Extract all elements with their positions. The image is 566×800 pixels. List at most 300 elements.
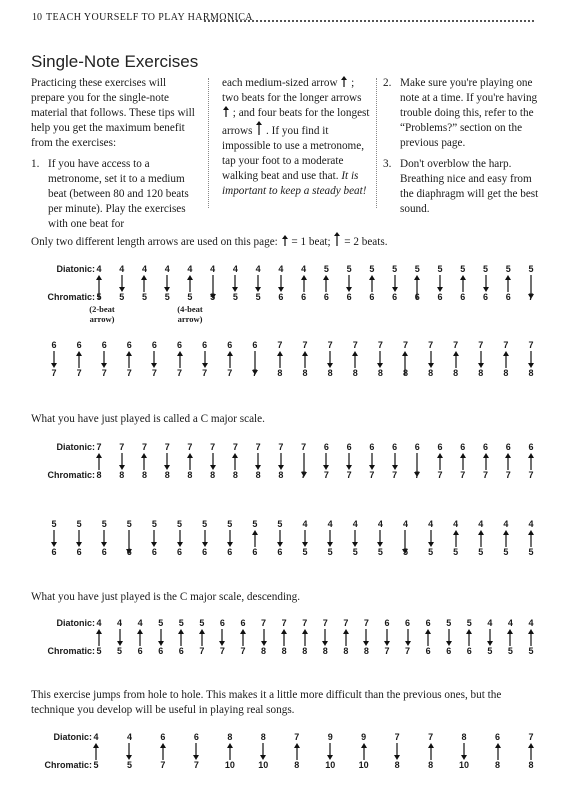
chromatic-hole: 8 bbox=[528, 368, 534, 378]
diatonic-hole: 7 bbox=[322, 618, 328, 628]
blow-one-beat-arrow-icon bbox=[140, 453, 148, 470]
diatonic-hole: 4 bbox=[137, 618, 143, 628]
diatonic-hole: 7 bbox=[428, 340, 434, 350]
chromatic-hole: 7 bbox=[528, 470, 534, 480]
chromatic-hole: 7 bbox=[505, 470, 511, 480]
diatonic-hole: 7 bbox=[232, 442, 238, 452]
draw-one-beat-arrow-icon bbox=[116, 629, 124, 646]
draw-one-beat-arrow-icon bbox=[260, 629, 268, 646]
chromatic-hole: 7 bbox=[252, 368, 258, 378]
diatonic-hole: 4 bbox=[141, 264, 147, 274]
draw-one-beat-arrow-icon bbox=[150, 351, 158, 368]
blow-one-beat-arrow-icon bbox=[92, 743, 100, 760]
diatonic-hole: 8 bbox=[227, 732, 233, 742]
chromatic-hole: 6 bbox=[101, 547, 107, 557]
two-beat-arrow-icon bbox=[255, 121, 263, 135]
diatonic-hole: 4 bbox=[119, 264, 125, 274]
blow-one-beat-arrow-icon bbox=[251, 530, 259, 547]
chromatic-hole: 7 bbox=[460, 470, 466, 480]
diatonic-hole: 6 bbox=[227, 340, 233, 350]
chromatic-hole: 6 bbox=[51, 547, 57, 557]
blow-one-beat-arrow-icon bbox=[424, 629, 432, 646]
chromatic-hole: 8 bbox=[281, 646, 287, 656]
draw-one-beat-arrow-icon bbox=[427, 351, 435, 368]
diatonic-hole: 5 bbox=[252, 519, 258, 529]
draw-one-beat-arrow-icon bbox=[368, 453, 376, 470]
draw-one-beat-arrow-icon bbox=[326, 743, 334, 760]
draw-one-beat-arrow-icon bbox=[486, 629, 494, 646]
draw-one-beat-arrow-icon bbox=[277, 453, 285, 470]
blow-one-beat-arrow-icon bbox=[427, 743, 435, 760]
diatonic-hole: 6 bbox=[126, 340, 132, 350]
blow-one-beat-arrow-icon bbox=[482, 453, 490, 470]
diatonic-hole: 6 bbox=[323, 442, 329, 452]
chromatic-hole: 5 bbox=[402, 547, 408, 557]
chromatic-label: Chromatic: bbox=[44, 760, 92, 770]
chromatic-hole: 7 bbox=[346, 470, 352, 480]
diatonic-hole: 7 bbox=[327, 340, 333, 350]
diatonic-hole: 6 bbox=[202, 340, 208, 350]
paragraph-hole-jumps: This exercise jumps from hole to hole. This makes it a little more difficult than the previous ones, but the technique you develop will be useful in playing real songs. bbox=[31, 689, 502, 716]
diatonic-hole: 4 bbox=[117, 618, 123, 628]
draw-one-beat-arrow-icon bbox=[209, 453, 217, 470]
chromatic-hole: 5 bbox=[210, 292, 216, 302]
draw-one-beat-arrow-icon bbox=[226, 530, 234, 547]
chromatic-hole: 6 bbox=[177, 547, 183, 557]
draw-one-beat-arrow-icon bbox=[362, 629, 370, 646]
chromatic-hole: 7 bbox=[240, 646, 246, 656]
chromatic-hole: 7 bbox=[193, 760, 199, 770]
draw-one-beat-arrow-icon bbox=[322, 453, 330, 470]
chromatic-hole: 6 bbox=[252, 547, 258, 557]
diatonic-hole: 5 bbox=[323, 264, 329, 274]
chromatic-hole: 5 bbox=[126, 760, 132, 770]
diatonic-hole: 5 bbox=[227, 519, 233, 529]
diatonic-hole: 4 bbox=[93, 732, 99, 742]
tips-list-2 bbox=[383, 76, 543, 217]
diatonic-hole: 7 bbox=[281, 618, 287, 628]
chromatic-hole: 5 bbox=[507, 646, 513, 656]
tip-1-cont-text-4: . If you find it impossible to use a metronome, tap your foot to a moderate walking beat and use that. bbox=[222, 125, 364, 182]
blow-one-beat-arrow-icon bbox=[452, 530, 460, 547]
tip-3 bbox=[383, 157, 543, 217]
draw-one-beat-arrow-icon bbox=[345, 275, 353, 292]
diatonic-hole: 6 bbox=[177, 340, 183, 350]
diatonic-hole: 7 bbox=[377, 340, 383, 350]
diatonic-hole: 6 bbox=[425, 618, 431, 628]
blow-one-beat-arrow-icon bbox=[186, 275, 194, 292]
diatonic-hole: 7 bbox=[277, 340, 283, 350]
chromatic-hole: 10 bbox=[258, 760, 269, 770]
diatonic-hole: 5 bbox=[392, 264, 398, 274]
chromatic-hole: 7 bbox=[202, 368, 208, 378]
chromatic-hole: 5 bbox=[96, 292, 102, 302]
tip-1-number: 1. bbox=[31, 158, 40, 170]
annotation-4-beat: (4-beat arrow) bbox=[177, 304, 203, 324]
chromatic-hole: 8 bbox=[210, 470, 216, 480]
diatonic-hole: 6 bbox=[252, 340, 258, 350]
draw-one-beat-arrow-icon bbox=[163, 453, 171, 470]
blow-one-beat-arrow-icon bbox=[276, 351, 284, 368]
diatonic-hole: 4 bbox=[402, 519, 408, 529]
chromatic-hole: 10 bbox=[459, 760, 470, 770]
chromatic-hole: 6 bbox=[460, 292, 466, 302]
blow-one-beat-arrow-icon bbox=[176, 351, 184, 368]
chromatic-hole: 7 bbox=[437, 470, 443, 480]
chromatic-hole: 8 bbox=[363, 646, 369, 656]
diatonic-hole: 5 bbox=[158, 618, 164, 628]
chromatic-hole: 8 bbox=[302, 368, 308, 378]
one-beat-arrow-icon bbox=[281, 235, 289, 246]
diatonic-hole: 7 bbox=[528, 340, 534, 350]
draw-one-beat-arrow-icon bbox=[427, 530, 435, 547]
diatonic-label: Diatonic: bbox=[56, 442, 95, 452]
chromatic-hole: 8 bbox=[503, 368, 509, 378]
chromatic-hole: 5 bbox=[528, 646, 534, 656]
chromatic-hole: 7 bbox=[126, 368, 132, 378]
draw-one-beat-arrow-icon bbox=[50, 530, 58, 547]
diatonic-hole: 4 bbox=[503, 519, 509, 529]
diatonic-label: Diatonic: bbox=[53, 732, 92, 742]
diatonic-hole: 5 bbox=[199, 618, 205, 628]
blow-one-beat-arrow-icon bbox=[322, 275, 330, 292]
diatonic-hole: 6 bbox=[193, 732, 199, 742]
diatonic-hole: 4 bbox=[232, 264, 238, 274]
chromatic-hole: 5 bbox=[119, 292, 125, 302]
chromatic-hole: 6 bbox=[158, 646, 164, 656]
tip-1-emphasis: It is important to keep a steady beat! bbox=[222, 170, 367, 197]
chromatic-hole: 8 bbox=[402, 368, 408, 378]
draw-one-beat-arrow-icon bbox=[125, 743, 133, 760]
chromatic-hole: 6 bbox=[202, 547, 208, 557]
blow-one-beat-arrow-icon bbox=[504, 453, 512, 470]
diatonic-hole: 5 bbox=[483, 264, 489, 274]
chromatic-hole: 6 bbox=[137, 646, 143, 656]
draw-one-beat-arrow-icon bbox=[192, 743, 200, 760]
blow-one-beat-arrow-icon bbox=[75, 351, 83, 368]
diatonic-hole: 7 bbox=[428, 732, 434, 742]
chromatic-hole: 8 bbox=[278, 470, 284, 480]
chromatic-hole: 7 bbox=[160, 760, 166, 770]
diatonic-hole: 5 bbox=[151, 519, 157, 529]
diatonic-hole: 5 bbox=[437, 264, 443, 274]
chromatic-hole: 5 bbox=[255, 292, 261, 302]
blow-one-beat-arrow-icon bbox=[293, 743, 301, 760]
draw-one-beat-arrow-icon bbox=[477, 351, 485, 368]
diatonic-hole: 7 bbox=[343, 618, 349, 628]
chromatic-hole: 8 bbox=[352, 368, 358, 378]
blow-one-beat-arrow-icon bbox=[300, 275, 308, 292]
chromatic-hole: 5 bbox=[302, 547, 308, 557]
chromatic-hole: 8 bbox=[343, 646, 349, 656]
diatonic-hole: 8 bbox=[461, 732, 467, 742]
chromatic-hole: 8 bbox=[428, 368, 434, 378]
blow-one-beat-arrow-icon bbox=[226, 743, 234, 760]
blow-one-beat-arrow-icon bbox=[368, 275, 376, 292]
draw-one-beat-arrow-icon bbox=[157, 629, 165, 646]
chromatic-hole: 5 bbox=[117, 646, 123, 656]
draw-one-beat-arrow-icon bbox=[254, 275, 262, 292]
paragraph-c-major: What you have just played is called a C major scale. bbox=[31, 413, 265, 425]
diatonic-hole: 7 bbox=[294, 732, 300, 742]
chromatic-hole: 8 bbox=[377, 368, 383, 378]
diatonic-hole: 4 bbox=[528, 618, 534, 628]
diatonic-hole: 7 bbox=[302, 340, 308, 350]
diatonic-hole: 7 bbox=[394, 732, 400, 742]
blow-one-beat-arrow-icon bbox=[239, 629, 247, 646]
diatonic-hole: 6 bbox=[346, 442, 352, 452]
chromatic-hole: 6 bbox=[346, 292, 352, 302]
draw-one-beat-arrow-icon bbox=[163, 275, 171, 292]
chromatic-hole: 7 bbox=[101, 368, 107, 378]
chromatic-hole: 6 bbox=[151, 547, 157, 557]
diatonic-hole: 4 bbox=[210, 264, 216, 274]
diatonic-hole: 5 bbox=[277, 519, 283, 529]
chromatic-hole: 8 bbox=[232, 470, 238, 480]
chromatic-hole: 5 bbox=[377, 547, 383, 557]
diatonic-hole: 5 bbox=[460, 264, 466, 274]
legend-two-beats: = 2 beats. bbox=[344, 236, 388, 248]
blow-one-beat-arrow-icon bbox=[159, 743, 167, 760]
chromatic-hole: 8 bbox=[327, 368, 333, 378]
arrow-legend bbox=[31, 232, 541, 250]
draw-one-beat-arrow-icon bbox=[376, 351, 384, 368]
chromatic-hole: 8 bbox=[478, 368, 484, 378]
chromatic-hole: 7 bbox=[323, 470, 329, 480]
chromatic-hole: 6 bbox=[483, 292, 489, 302]
draw-one-beat-arrow-icon bbox=[100, 530, 108, 547]
diatonic-hole: 6 bbox=[76, 340, 82, 350]
chromatic-hole: 6 bbox=[466, 646, 472, 656]
diatonic-hole: 4 bbox=[302, 519, 308, 529]
running-header: TEACH YOURSELF TO PLAY HARMONICA bbox=[46, 12, 253, 23]
blow-one-beat-arrow-icon bbox=[136, 629, 144, 646]
diatonic-hole: 6 bbox=[219, 618, 225, 628]
diatonic-hole: 6 bbox=[528, 442, 534, 452]
tip-1-continued bbox=[222, 76, 372, 199]
chromatic-hole: 5 bbox=[528, 547, 534, 557]
diatonic-label: Diatonic: bbox=[56, 618, 95, 628]
one-beat-arrow-icon bbox=[222, 106, 230, 117]
draw-one-beat-arrow-icon bbox=[460, 743, 468, 760]
diatonic-hole: 4 bbox=[278, 264, 284, 274]
diatonic-hole: 7 bbox=[210, 442, 216, 452]
diatonic-hole: 6 bbox=[505, 442, 511, 452]
chromatic-label: Chromatic: bbox=[47, 470, 95, 480]
chromatic-hole: 10 bbox=[224, 760, 235, 770]
diatonic-hole: 5 bbox=[369, 264, 375, 274]
chromatic-hole: 6 bbox=[505, 292, 511, 302]
diatonic-hole: 6 bbox=[151, 340, 157, 350]
diatonic-hole: 7 bbox=[255, 442, 261, 452]
tip-1-text: If you have access to a metronome, set it to a medium beat (between 80 and 120 beats per minute). Play the exercises with one beat for bbox=[48, 158, 189, 230]
blow-one-beat-arrow-icon bbox=[177, 629, 185, 646]
chromatic-hole: 7 bbox=[301, 470, 307, 480]
diatonic-hole: 7 bbox=[164, 442, 170, 452]
draw-one-beat-arrow-icon bbox=[201, 351, 209, 368]
blow-one-beat-arrow-icon bbox=[494, 743, 502, 760]
tip-2-number: 2. bbox=[383, 77, 392, 89]
diatonic-hole: 4 bbox=[507, 618, 513, 628]
diatonic-hole: 7 bbox=[119, 442, 125, 452]
blow-one-beat-arrow-icon bbox=[280, 629, 288, 646]
chromatic-hole: 6 bbox=[414, 292, 420, 302]
diatonic-label: Diatonic: bbox=[56, 264, 95, 274]
draw-one-beat-arrow-icon bbox=[118, 275, 126, 292]
diatonic-hole: 7 bbox=[363, 618, 369, 628]
draw-one-beat-arrow-icon bbox=[218, 629, 226, 646]
draw-one-beat-arrow-icon bbox=[393, 743, 401, 760]
diatonic-hole: 5 bbox=[177, 519, 183, 529]
draw-one-beat-arrow-icon bbox=[436, 275, 444, 292]
diatonic-hole: 5 bbox=[178, 618, 184, 628]
diatonic-hole: 6 bbox=[460, 442, 466, 452]
diatonic-hole: 6 bbox=[369, 442, 375, 452]
chromatic-hole: 8 bbox=[141, 470, 147, 480]
chromatic-hole: 5 bbox=[141, 292, 147, 302]
chromatic-hole: 8 bbox=[495, 760, 501, 770]
chromatic-hole: 8 bbox=[322, 646, 328, 656]
chromatic-hole: 6 bbox=[126, 547, 132, 557]
draw-one-beat-arrow-icon bbox=[404, 629, 412, 646]
diatonic-hole: 9 bbox=[361, 732, 367, 742]
draw-one-beat-arrow-icon bbox=[301, 530, 309, 547]
diatonic-hole: 6 bbox=[414, 442, 420, 452]
draw-one-beat-arrow-icon bbox=[351, 530, 359, 547]
draw-one-beat-arrow-icon bbox=[277, 275, 285, 292]
chromatic-hole: 8 bbox=[119, 470, 125, 480]
intro-column-1 bbox=[31, 76, 199, 238]
chromatic-hole: 10 bbox=[325, 760, 336, 770]
chromatic-hole: 7 bbox=[414, 470, 420, 480]
chromatic-hole: 6 bbox=[76, 547, 82, 557]
diatonic-hole: 4 bbox=[352, 519, 358, 529]
chromatic-hole: 8 bbox=[302, 646, 308, 656]
intro-paragraph: Practicing these exercises will prepare you for the single-note material that follows. These tips will help you get the maximum benefit from the exercises: bbox=[31, 77, 195, 149]
diatonic-hole: 7 bbox=[96, 442, 102, 452]
chromatic-hole: 8 bbox=[453, 368, 459, 378]
diatonic-hole: 4 bbox=[428, 519, 434, 529]
blow-one-beat-arrow-icon bbox=[502, 530, 510, 547]
chromatic-hole: 5 bbox=[503, 547, 509, 557]
diatonic-hole: 4 bbox=[96, 264, 102, 274]
chromatic-hole: 6 bbox=[437, 292, 443, 302]
diatonic-hole: 4 bbox=[487, 618, 493, 628]
chromatic-hole: 7 bbox=[405, 646, 411, 656]
chromatic-hole: 6 bbox=[278, 292, 284, 302]
blow-one-beat-arrow-icon bbox=[186, 453, 194, 470]
diatonic-hole: 7 bbox=[453, 340, 459, 350]
diatonic-hole: 7 bbox=[478, 340, 484, 350]
chromatic-hole: 8 bbox=[255, 470, 261, 480]
chromatic-hole: 7 bbox=[219, 646, 225, 656]
draw-one-beat-arrow-icon bbox=[254, 453, 262, 470]
blow-one-beat-arrow-icon bbox=[527, 743, 535, 760]
draw-one-beat-arrow-icon bbox=[326, 351, 334, 368]
diatonic-hole: 4 bbox=[96, 618, 102, 628]
diatonic-hole: 5 bbox=[505, 264, 511, 274]
chromatic-hole: 5 bbox=[164, 292, 170, 302]
draw-one-beat-arrow-icon bbox=[482, 275, 490, 292]
diatonic-hole: 5 bbox=[446, 618, 452, 628]
chromatic-hole: 6 bbox=[392, 292, 398, 302]
draw-one-beat-arrow-icon bbox=[50, 351, 58, 368]
chromatic-hole: 8 bbox=[277, 368, 283, 378]
chromatic-hole: 7 bbox=[227, 368, 233, 378]
chromatic-hole: 6 bbox=[369, 292, 375, 302]
chromatic-hole: 7 bbox=[483, 470, 489, 480]
diatonic-hole: 4 bbox=[255, 264, 261, 274]
tip-2-text: Make sure you're playing one note at a time. If you're having trouble doing this, refer to the “Problems?” section on the previous page. bbox=[400, 77, 538, 149]
diatonic-hole: 7 bbox=[302, 618, 308, 628]
diatonic-hole: 7 bbox=[528, 732, 534, 742]
chromatic-hole: 5 bbox=[453, 547, 459, 557]
diatonic-hole: 4 bbox=[164, 264, 170, 274]
diatonic-hole: 7 bbox=[352, 340, 358, 350]
chromatic-hole: 10 bbox=[358, 760, 369, 770]
blow-one-beat-arrow-icon bbox=[351, 351, 359, 368]
diatonic-hole: 6 bbox=[51, 340, 57, 350]
chromatic-hole: 6 bbox=[178, 646, 184, 656]
diatonic-hole: 7 bbox=[402, 340, 408, 350]
draw-one-beat-arrow-icon bbox=[276, 530, 284, 547]
chromatic-hole: 8 bbox=[394, 760, 400, 770]
tip-1 bbox=[31, 157, 199, 232]
diatonic-hole: 6 bbox=[384, 618, 390, 628]
draw-one-beat-arrow-icon bbox=[383, 629, 391, 646]
diatonic-hole: 6 bbox=[437, 442, 443, 452]
blow-one-beat-arrow-icon bbox=[504, 275, 512, 292]
blow-one-beat-arrow-icon bbox=[301, 351, 309, 368]
blow-one-beat-arrow-icon bbox=[452, 351, 460, 368]
diatonic-hole: 5 bbox=[528, 264, 534, 274]
column-divider bbox=[208, 78, 209, 208]
diatonic-hole: 7 bbox=[503, 340, 509, 350]
blow-one-beat-arrow-icon bbox=[459, 453, 467, 470]
chromatic-label: Chromatic: bbox=[47, 646, 95, 656]
chromatic-hole: 7 bbox=[528, 292, 534, 302]
legend-lead: Only two different length arrows are used on this page: bbox=[31, 236, 278, 248]
diatonic-hole: 7 bbox=[141, 442, 147, 452]
draw-one-beat-arrow-icon bbox=[376, 530, 384, 547]
draw-one-beat-arrow-icon bbox=[391, 275, 399, 292]
draw-one-beat-arrow-icon bbox=[176, 530, 184, 547]
chromatic-hole: 6 bbox=[227, 547, 233, 557]
chromatic-hole: 7 bbox=[384, 646, 390, 656]
blow-one-beat-arrow-icon bbox=[231, 453, 239, 470]
diatonic-hole: 7 bbox=[261, 618, 267, 628]
chromatic-hole: 7 bbox=[199, 646, 205, 656]
column-divider bbox=[376, 78, 377, 208]
diatonic-hole: 6 bbox=[405, 618, 411, 628]
chromatic-hole: 8 bbox=[261, 646, 267, 656]
chromatic-hole: 6 bbox=[301, 292, 307, 302]
draw-one-beat-arrow-icon bbox=[118, 453, 126, 470]
chromatic-hole: 5 bbox=[487, 646, 493, 656]
chromatic-hole: 8 bbox=[96, 470, 102, 480]
blow-one-beat-arrow-icon bbox=[459, 275, 467, 292]
draw-one-beat-arrow-icon bbox=[326, 530, 334, 547]
diatonic-hole: 5 bbox=[51, 519, 57, 529]
intro-column-2 bbox=[222, 76, 372, 205]
draw-one-beat-arrow-icon bbox=[150, 530, 158, 547]
chromatic-hole: 8 bbox=[187, 470, 193, 480]
draw-one-beat-arrow-icon bbox=[259, 743, 267, 760]
diatonic-hole: 6 bbox=[392, 442, 398, 452]
blow-one-beat-arrow-icon bbox=[125, 351, 133, 368]
draw-one-beat-arrow-icon bbox=[321, 629, 329, 646]
blow-one-beat-arrow-icon bbox=[95, 629, 103, 646]
